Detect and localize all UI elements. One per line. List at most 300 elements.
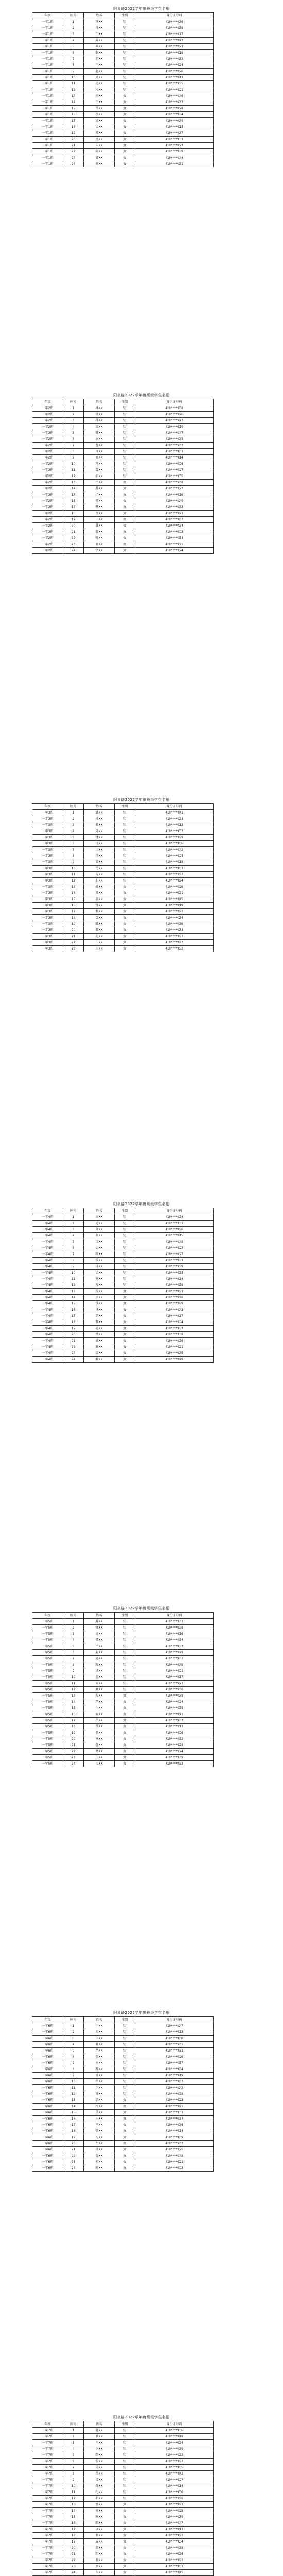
id-number-cell: 410****X14 <box>135 2128 214 2134</box>
grade-cell: 一年6班 <box>32 2073 63 2079</box>
gender-cell: 女 <box>115 130 135 137</box>
table-row <box>32 2564 214 2570</box>
grade-cell: 一年3班 <box>32 822 63 828</box>
table-row <box>32 418 214 424</box>
grade-cell: 一年7班 <box>32 2502 63 2508</box>
id-number-cell: 410****X82 <box>135 99 214 106</box>
grade-cell: 一年4班 <box>32 1326 63 1332</box>
name-cell: 雷XX <box>84 1295 115 1301</box>
id-number-cell: 410****X68 <box>135 2036 214 2042</box>
name-cell: 鲁XX <box>84 1742 115 1749</box>
name-cell: 戴XX <box>84 822 115 828</box>
id-number-cell: 410****X91 <box>135 2048 214 2054</box>
id-number-cell: 410****X38 <box>135 480 214 486</box>
gender-cell: 男 <box>115 2465 135 2471</box>
id-number-cell: 410****X41 <box>135 1711 214 1718</box>
seat-cell: 24 <box>63 161 84 167</box>
seat-cell: 16 <box>63 2116 84 2122</box>
name-cell: 郭XX <box>84 155 115 161</box>
seat-cell: 19 <box>63 2134 84 2141</box>
name-cell: 王XX <box>84 99 115 106</box>
gender-cell: 男 <box>115 1650 135 1656</box>
table-row <box>32 2128 214 2134</box>
name-cell: 龙XX <box>84 1276 115 1282</box>
grade-cell: 一年4班 <box>32 1214 63 1221</box>
table-row <box>32 106 214 112</box>
id-number-cell: 410****X18 <box>135 2434 214 2440</box>
id-number-cell: 410****X43 <box>135 2471 214 2477</box>
table-row <box>32 161 214 167</box>
seat-cell: 22 <box>63 149 84 155</box>
column-header: 身份证号码 <box>135 1613 214 1619</box>
id-number-cell: 410****X15 <box>135 1233 214 1239</box>
gender-cell: 女 <box>115 106 135 112</box>
table-row <box>32 2465 214 2471</box>
name-cell: 尹XX <box>84 1313 115 1319</box>
grade-cell: 一年1班 <box>32 19 63 25</box>
gender-cell: 男 <box>115 1687 135 1693</box>
name-cell: 赖XX <box>84 1357 115 1363</box>
gender-cell: 男 <box>115 847 135 853</box>
name-cell: 洪XX <box>84 1668 115 1674</box>
name-cell: 辛XX <box>84 2122 115 2128</box>
name-cell: 张XX <box>84 50 115 56</box>
id-number-cell: 410****X82 <box>135 2452 214 2459</box>
gender-cell: 女 <box>115 1699 135 1705</box>
gender-cell: 女 <box>115 1724 135 1730</box>
gender-cell: 女 <box>115 2520 135 2527</box>
column-header: 姓名 <box>84 2017 115 2023</box>
gender-cell: 女 <box>115 498 135 504</box>
table-row <box>32 1338 214 1344</box>
name-cell: 夏XX <box>84 828 115 835</box>
table-row <box>32 2073 214 2079</box>
table-row <box>32 2122 214 2128</box>
table-row <box>32 511 214 517</box>
seat-cell: 14 <box>63 99 84 106</box>
id-number-cell: 410****X45 <box>135 1662 214 1668</box>
id-number-cell: 410****X41 <box>135 810 214 816</box>
table-row <box>32 455 214 461</box>
table-row <box>32 1301 214 1307</box>
column-header: 身份证号码 <box>135 1208 214 1214</box>
table-row <box>32 1289 214 1295</box>
table-row <box>32 859 214 866</box>
table-row <box>32 2147 214 2153</box>
column-header: 性别 <box>115 1208 135 1214</box>
grade-cell: 一年6班 <box>32 2091 63 2097</box>
name-cell: 卜XX <box>84 2446 115 2452</box>
grade-cell: 一年3班 <box>32 816 63 822</box>
gender-cell: 男 <box>115 2036 135 2042</box>
grade-cell: 一年6班 <box>32 2153 63 2159</box>
name-cell: 伍XX <box>84 1755 115 1761</box>
seat-cell: 1 <box>63 2428 84 2434</box>
table-row <box>32 2048 214 2054</box>
name-cell: 文XX <box>84 1625 115 1631</box>
gender-cell: 女 <box>115 480 135 486</box>
grade-cell: 一年3班 <box>32 890 63 896</box>
seat-cell: 13 <box>63 2502 84 2508</box>
id-number-cell: 410****X78 <box>135 2091 214 2097</box>
table-row <box>32 921 214 927</box>
table-row <box>32 2134 214 2141</box>
sheet-title: 阳泉路2022学年度班级学生名册 <box>113 798 170 802</box>
gender-cell: 女 <box>115 1693 135 1699</box>
name-cell: 梅XX <box>84 2104 115 2110</box>
id-number-cell: 410****X76 <box>135 1338 214 1344</box>
grade-cell: 一年5班 <box>32 1650 63 1656</box>
gender-cell: 女 <box>115 2110 135 2116</box>
gender-cell: 男 <box>115 1619 135 1625</box>
seat-cell: 23 <box>63 155 84 161</box>
column-header: 座号 <box>63 804 84 810</box>
name-cell: 倪XX <box>84 1693 115 1699</box>
grade-cell: 一年5班 <box>32 1668 63 1674</box>
table-row <box>32 2514 214 2520</box>
grade-cell: 一年4班 <box>32 1264 63 1270</box>
name-cell: 田XX <box>84 847 115 853</box>
gender-cell: 男 <box>115 2459 135 2465</box>
grade-cell: 一年7班 <box>32 2533 63 2539</box>
table-row <box>32 2508 214 2514</box>
grade-cell: 一年7班 <box>32 2465 63 2471</box>
seat-cell: 19 <box>63 2539 84 2545</box>
seat-cell: 5 <box>63 44 84 50</box>
table-row <box>32 2165 214 2172</box>
table-row <box>32 81 214 87</box>
grade-cell: 一年2班 <box>32 461 63 467</box>
table-row <box>32 1742 214 1749</box>
table-row <box>32 2557 214 2564</box>
seat-cell: 14 <box>63 2104 84 2110</box>
seat-cell: 22 <box>63 2153 84 2159</box>
id-number-cell: 410****X18 <box>135 50 214 56</box>
id-number-cell: 410****X88 <box>135 816 214 822</box>
seat-cell: 22 <box>63 1344 84 1350</box>
grade-cell: 一年1班 <box>32 25 63 31</box>
seat-cell: 6 <box>63 2054 84 2060</box>
table-row <box>32 75 214 81</box>
table-row <box>32 473 214 480</box>
name-cell: 裴XX <box>84 2557 115 2564</box>
grade-cell: 一年6班 <box>32 2134 63 2141</box>
name-cell: 冯XX <box>84 461 115 467</box>
seat-cell: 3 <box>63 822 84 828</box>
seat-cell: 24 <box>63 1357 84 1363</box>
grade-cell: 一年1班 <box>32 106 63 112</box>
name-cell: 姚XX <box>84 884 115 890</box>
gender-cell: 男 <box>115 1233 135 1239</box>
seat-cell: 12 <box>63 2496 84 2502</box>
name-cell: 卢XX <box>84 492 115 498</box>
seat-cell: 10 <box>63 1270 84 1276</box>
column-header: 性别 <box>115 1613 135 1619</box>
column-header: 座号 <box>63 399 84 405</box>
sheet-title: 阳泉路2022学年度班级学生名册 <box>113 7 170 11</box>
seat-cell: 8 <box>63 2066 84 2073</box>
table-row <box>32 492 214 498</box>
name-cell: 李XX <box>84 112 115 118</box>
id-number-cell: 410****X86 <box>135 1227 214 1233</box>
seat-cell: 20 <box>63 927 84 934</box>
table-row <box>32 517 214 523</box>
grade-cell: 一年6班 <box>32 2085 63 2091</box>
grade-cell: 一年6班 <box>32 2110 63 2116</box>
grade-cell: 一年3班 <box>32 853 63 859</box>
table-row <box>32 2545 214 2551</box>
table-row <box>32 1332 214 1338</box>
name-cell: 康XX <box>84 1214 115 1221</box>
id-number-cell: 410****X13 <box>135 75 214 81</box>
gender-cell: 男 <box>115 2483 135 2489</box>
grade-cell: 一年3班 <box>32 915 63 921</box>
seat-cell: 18 <box>63 1724 84 1730</box>
seat-cell: 24 <box>63 2165 84 2172</box>
name-cell: 蒋XX <box>84 498 115 504</box>
gender-cell: 女 <box>115 486 135 492</box>
name-cell: 曾XX <box>84 467 115 473</box>
seat-cell: 21 <box>63 934 84 940</box>
id-number-cell: 410****X54 <box>135 1637 214 1643</box>
id-number-cell: 410****X34 <box>135 523 214 529</box>
seat-cell: 11 <box>63 872 84 878</box>
id-number-cell: 410****X83 <box>135 1761 214 1767</box>
id-number-cell: 410****X35 <box>135 2042 214 2048</box>
seat-cell: 18 <box>63 1319 84 1326</box>
gender-cell: 女 <box>115 1730 135 1736</box>
name-cell: 金XX <box>84 915 115 921</box>
id-number-cell: 410****X47 <box>135 430 214 436</box>
gender-cell: 女 <box>115 535 135 541</box>
table-row <box>32 2459 214 2465</box>
name-cell: 杜XX <box>84 816 115 822</box>
table-row <box>32 847 214 853</box>
gender-cell: 男 <box>115 38 135 44</box>
id-number-cell: 410****X67 <box>135 1718 214 1724</box>
seat-cell: 6 <box>63 841 84 847</box>
name-cell: 范XX <box>84 866 115 872</box>
grade-cell: 一年2班 <box>32 523 63 529</box>
id-number-cell: 410****X37 <box>135 872 214 878</box>
seat-cell: 3 <box>63 31 84 38</box>
seat-cell: 10 <box>63 75 84 81</box>
name-cell: 盛XX <box>84 2502 115 2508</box>
grade-cell: 一年2班 <box>32 511 63 517</box>
seat-cell: 4 <box>63 828 84 835</box>
id-number-cell: 410****X75 <box>135 2147 214 2153</box>
id-number-cell: 410****X23 <box>135 2097 214 2104</box>
grade-cell: 一年3班 <box>32 903 63 909</box>
seat-cell: 2 <box>63 2434 84 2440</box>
gender-cell: 男 <box>115 1282 135 1289</box>
name-cell: 邱XX <box>84 1227 115 1233</box>
gender-cell: 男 <box>115 2066 135 2073</box>
id-number-cell: 410****X21 <box>135 511 214 517</box>
seat-cell: 6 <box>63 2459 84 2465</box>
grade-cell: 一年7班 <box>32 2527 63 2533</box>
name-cell: 吕XX <box>84 480 115 486</box>
id-number-cell: 410****X97 <box>135 940 214 946</box>
table-row <box>32 1221 214 1227</box>
grade-cell: 一年4班 <box>32 1221 63 1227</box>
gender-cell: 女 <box>115 511 135 517</box>
id-number-cell: 410****X46 <box>135 93 214 99</box>
column-header: 座号 <box>63 2421 84 2428</box>
id-number-cell: 410****X28 <box>135 1742 214 1749</box>
seat-cell: 13 <box>63 1289 84 1295</box>
id-number-cell: 410****X29 <box>135 835 214 841</box>
column-header: 年级 <box>32 1613 63 1619</box>
table-row <box>32 118 214 124</box>
table-row <box>32 2477 214 2483</box>
table-row <box>32 1674 214 1681</box>
table-row <box>32 1239 214 1245</box>
grade-cell: 一年2班 <box>32 436 63 443</box>
column-header: 姓名 <box>84 1613 115 1619</box>
id-number-cell: 410****X16 <box>135 492 214 498</box>
id-number-cell: 410****X27 <box>135 2459 214 2465</box>
grade-cell: 一年2班 <box>32 412 63 418</box>
table-row <box>32 2036 214 2042</box>
seat-cell: 20 <box>63 137 84 143</box>
gender-cell: 男 <box>115 436 135 443</box>
name-cell: 段XX <box>84 1289 115 1295</box>
seat-cell: 3 <box>63 2036 84 2042</box>
gender-cell: 女 <box>115 2508 135 2514</box>
name-cell: 钱XX <box>84 1301 115 1307</box>
grade-cell: 一年1班 <box>32 149 63 155</box>
column-header: 年级 <box>32 13 63 19</box>
table-row <box>32 31 214 38</box>
seat-cell: 21 <box>63 2551 84 2557</box>
gender-cell: 男 <box>115 835 135 841</box>
table-row <box>32 2104 214 2110</box>
column-header: 姓名 <box>84 399 115 405</box>
table-row <box>32 1749 214 1755</box>
id-number-cell: 410****X73 <box>135 418 214 424</box>
id-number-cell: 410****X39 <box>135 1264 214 1270</box>
seat-cell: 24 <box>63 1761 84 1767</box>
id-number-cell: 410****X73 <box>135 1681 214 1687</box>
seat-cell: 12 <box>63 2091 84 2097</box>
seat-cell: 23 <box>63 946 84 952</box>
column-header: 姓名 <box>84 13 115 19</box>
id-number-cell: 410****X13 <box>135 1724 214 1730</box>
name-cell: 游XX <box>84 2545 115 2551</box>
seat-cell: 19 <box>63 517 84 523</box>
table-row <box>32 1350 214 1357</box>
id-number-cell: 410****X61 <box>135 2564 214 2570</box>
table-row <box>32 1662 214 1668</box>
seat-cell: 15 <box>63 106 84 112</box>
grade-cell: 一年3班 <box>32 810 63 816</box>
id-number-cell: 410****X17 <box>135 1313 214 1319</box>
seat-cell: 18 <box>63 915 84 921</box>
seat-cell: 21 <box>63 1742 84 1749</box>
gender-cell: 女 <box>115 529 135 535</box>
name-cell: 贾XX <box>84 511 115 517</box>
name-cell: 牛XX <box>84 1705 115 1711</box>
name-cell: 祁XX <box>84 2159 115 2165</box>
seat-cell: 13 <box>63 93 84 99</box>
id-number-cell: 410****X75 <box>135 1270 214 1276</box>
seat-cell: 2 <box>63 1625 84 1631</box>
table-row <box>32 529 214 535</box>
name-cell: 孔XX <box>84 934 115 940</box>
gender-cell: 女 <box>115 921 135 927</box>
name-cell: 徐XX <box>84 412 115 418</box>
table-row <box>32 498 214 504</box>
id-number-cell: 410****X14 <box>135 1276 214 1282</box>
name-cell: 项XX <box>84 2527 115 2533</box>
gender-cell: 女 <box>115 890 135 896</box>
id-number-cell: 410****X66 <box>135 841 214 847</box>
grade-cell: 一年4班 <box>32 1245 63 1251</box>
name-cell: 周XX <box>84 118 115 124</box>
gender-cell: 男 <box>115 1258 135 1264</box>
seat-cell: 7 <box>63 56 84 62</box>
gender-cell: 男 <box>115 2446 135 2452</box>
seat-cell: 8 <box>63 449 84 455</box>
name-cell: 祝XX <box>84 2134 115 2141</box>
grade-cell: 一年3班 <box>32 884 63 890</box>
grade-cell: 一年5班 <box>32 1724 63 1730</box>
table-row <box>32 1319 214 1326</box>
roster-page <box>27 1200 256 1363</box>
gender-cell: 女 <box>115 1326 135 1332</box>
table-row <box>32 890 214 896</box>
id-number-cell: 410****X67 <box>135 517 214 523</box>
table-row <box>32 927 214 934</box>
id-number-cell: 410****X63 <box>135 2079 214 2085</box>
id-number-cell: 410****X16 <box>135 1631 214 1637</box>
grade-cell: 一年7班 <box>32 2446 63 2452</box>
grade-cell: 一年7班 <box>32 2551 63 2557</box>
grade-cell: 一年4班 <box>32 1307 63 1313</box>
id-number-cell: 410****X74 <box>135 1749 214 1755</box>
table-row <box>32 1693 214 1699</box>
name-cell: 芦XX <box>84 1718 115 1724</box>
name-cell: 江XX <box>84 1239 115 1245</box>
grade-cell: 一年5班 <box>32 1705 63 1711</box>
grade-cell: 一年6班 <box>32 2048 63 2054</box>
seat-cell: 8 <box>63 1258 84 1264</box>
seat-cell: 2 <box>63 816 84 822</box>
seat-cell: 16 <box>63 1307 84 1313</box>
gender-cell: 男 <box>115 2477 135 2483</box>
seat-cell: 6 <box>63 50 84 56</box>
gender-cell: 女 <box>115 2128 135 2134</box>
id-number-cell: 410****X83 <box>135 504 214 511</box>
grade-cell: 一年5班 <box>32 1687 63 1693</box>
seat-cell: 11 <box>63 2489 84 2496</box>
gender-cell: 女 <box>115 915 135 921</box>
grade-cell: 一年3班 <box>32 909 63 915</box>
seat-cell: 16 <box>63 498 84 504</box>
table-row <box>32 2489 214 2496</box>
grade-cell: 一年6班 <box>32 2066 63 2073</box>
seat-cell: 8 <box>63 853 84 859</box>
grade-cell: 一年1班 <box>32 93 63 99</box>
grade-cell: 一年5班 <box>32 1699 63 1705</box>
id-number-cell: 410****X47 <box>135 2520 214 2527</box>
grade-cell: 一年1班 <box>32 161 63 167</box>
grade-cell: 一年5班 <box>32 1662 63 1668</box>
gender-cell: 女 <box>115 1736 135 1742</box>
id-number-cell: 410****X25 <box>135 541 214 548</box>
table-row <box>32 2079 214 2085</box>
